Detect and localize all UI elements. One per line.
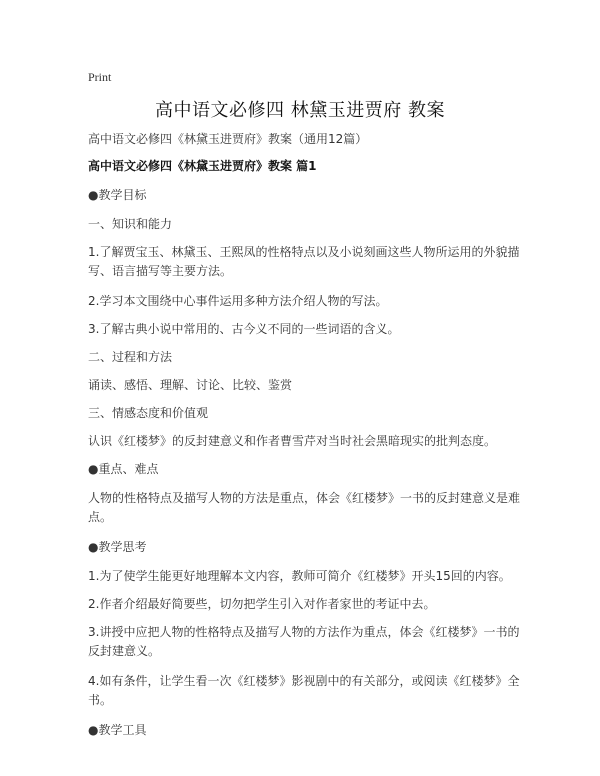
print-label: Print <box>88 70 112 84</box>
paragraph-teaching-tools: ●教学工具 <box>88 723 147 737</box>
paragraph-goal-1: 1.了解贾宝玉、林黛玉、王熙凤的性格特点以及小说刻画这些人物所运用的外貌描写、语言描写等主要方法。 <box>88 245 520 278</box>
paragraph-thought-1: 1.为了使学生能更好地理解本文内容，教师可简介《红楼梦》开头15回的内容。 <box>88 569 511 583</box>
paragraph-attitude-detail: 认识《红楼梦》的反封建意义和作者曹雪芹对当时社会黑暗现实的批判态度。 <box>88 434 497 448</box>
paragraph-goal-3: 3.了解古典小说中常用的、古今义不同的一些词语的含义。 <box>88 322 400 336</box>
paragraph-goal-2: 2.学习本文围绕中心事件运用多种方法介绍人物的写法。 <box>88 294 388 308</box>
paragraph-attitude-values: 三、情感态度和价值观 <box>88 406 209 420</box>
paragraph-key-points-detail: 人物的性格特点及描写人物的方法是重点，体会《红楼梦》一书的反封建意义是难点。 <box>88 491 521 524</box>
paragraph-process-method: 二、过程和方法 <box>88 350 173 364</box>
paragraph-thought-3: 3.讲授中应把人物的性格特点及描写人物的方法作为重点，体会《红楼梦》一书的反封建意义。 <box>88 625 520 658</box>
document-subtitle: 高中语文必修四《林黛玉进贾府》教案（通用12篇） <box>88 132 368 146</box>
document-body <box>88 130 520 750</box>
section-heading: 高中语文必修四《林黛玉进贾府》教案 篇1 <box>88 159 317 173</box>
paragraph-key-points: ●重点、难点 <box>88 462 159 476</box>
paragraph-knowledge-ability: 一、知识和能力 <box>88 217 173 231</box>
page-title: 高中语文必修四 林黛玉进贾府 教案 <box>155 100 445 121</box>
paragraph-teaching-goals: ●教学目标 <box>88 188 147 202</box>
paragraph-thought-2: 2.作者介绍最好简要些，切勿把学生引入对作者家世的考证中去。 <box>88 597 436 611</box>
paragraph-teaching-thoughts: ●教学思考 <box>88 540 147 554</box>
paragraph-thought-4: 4.如有条件，让学生看一次《红楼梦》影视剧中的有关部分，或阅读《红楼梦》全书。 <box>88 674 520 707</box>
paragraph-methods-list: 诵读、感悟、理解、讨论、比较、鉴赏 <box>88 378 293 392</box>
